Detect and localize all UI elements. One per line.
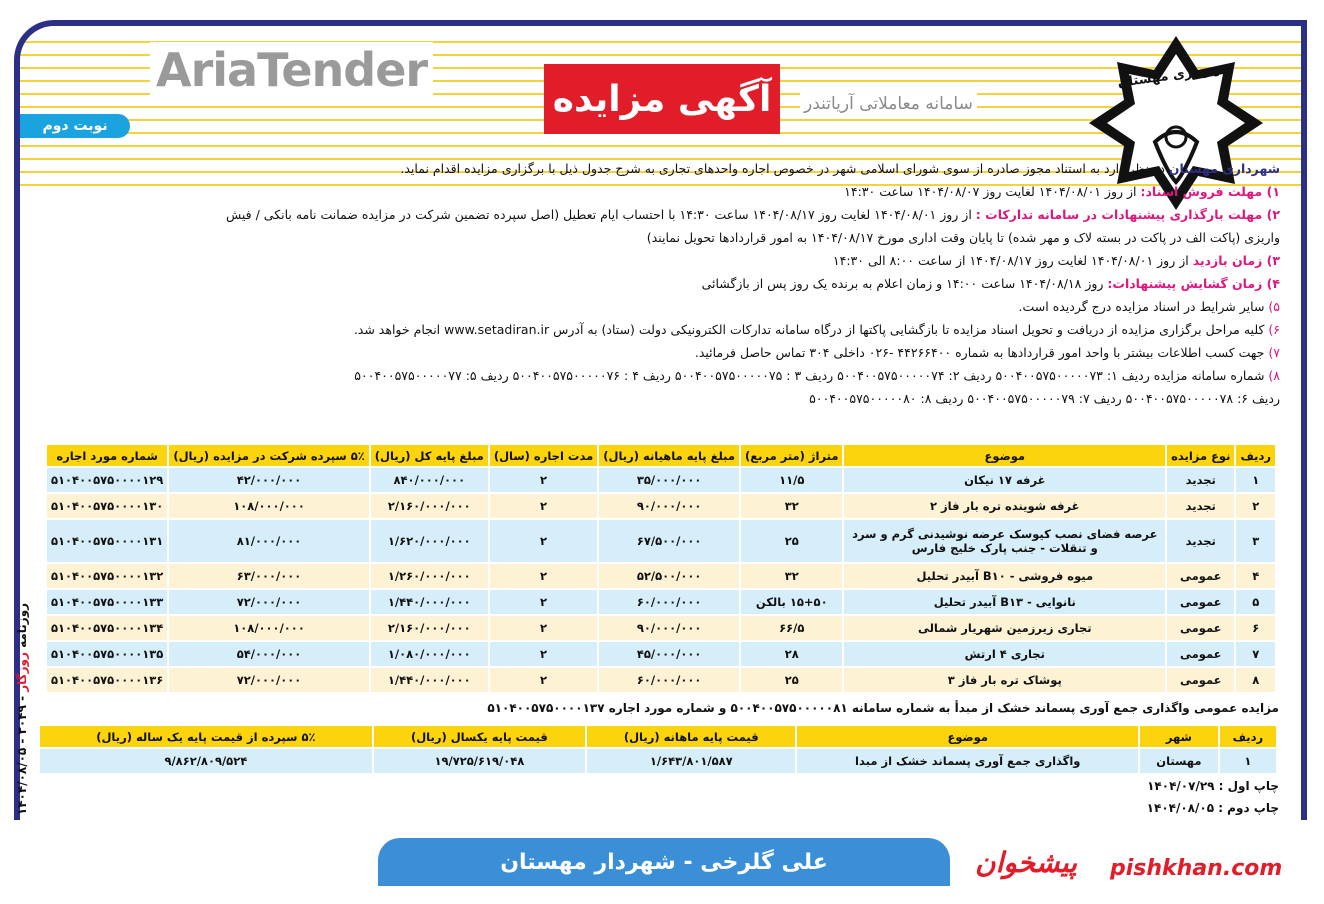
- item-2-cont: واریزی (پاکت الف در پاکت در بسته لاک و مهر شده) تا پایان وقت اداری مورخ ۱۴۰۴/۰۸/۱۷ به امور قراردادها تحویل نمایند): [646, 230, 1280, 245]
- table-cell: ۲: [490, 468, 597, 492]
- table-cell: ۸: [1236, 668, 1275, 692]
- table-cell: ۱۰۸/۰۰۰/۰۰۰: [169, 494, 368, 518]
- table-cell: ۲: [1236, 494, 1275, 518]
- auction-table: [45, 443, 1277, 694]
- column-header: ردیف: [1220, 726, 1276, 747]
- column-header: ردیف: [1236, 445, 1275, 466]
- table-cell: ۴۲/۰۰۰/۰۰۰: [169, 468, 368, 492]
- table-cell: تجدید: [1167, 468, 1234, 492]
- table-cell: ۵۱۰۴۰۰۵۷۵۰۰۰۰۱۲۹: [47, 468, 167, 492]
- table-cell: تجدید: [1167, 520, 1234, 562]
- table-cell: ۵۱۰۴۰۰۵۷۵۰۰۰۰۱۳۵: [47, 642, 167, 666]
- table-cell: ۲۸: [741, 642, 842, 666]
- table-cell: ۸۴۰/۰۰۰/۰۰۰: [371, 468, 488, 492]
- table-cell: ۷۲/۰۰۰/۰۰۰: [169, 668, 368, 692]
- table-cell: ۵۲/۵۰۰/۰۰۰: [599, 564, 739, 588]
- item-8-cont: ردیف ۶: ۵۰۰۴۰۰۵۷۵۰۰۰۰۰۷۸ ردیف ۷: ۵۰۰۴۰۰۵۷۵۰۰۰۰۰۷۹ ردیف ۸: ۵۰۰۴۰۰۵۷۵۰۰۰۰۰۸۰: [809, 391, 1280, 406]
- column-header: موضوع: [844, 445, 1165, 466]
- page-title: آگهی مزایده: [544, 64, 780, 134]
- column-header: مبلغ پایه کل (ریال): [371, 445, 488, 466]
- org-name: شهرداری مهستان: [1168, 161, 1280, 176]
- column-header: مبلغ پایه ماهیانه (ریال): [599, 445, 739, 466]
- column-header: قیمت پایه ماهانه (ریال): [587, 726, 795, 747]
- table-cell: ۷۲/۰۰۰/۰۰۰: [169, 590, 368, 614]
- table-cell: غرفه شوینده تره بار فاز ۲: [844, 494, 1165, 518]
- column-header: متراژ (متر مربع): [741, 445, 842, 466]
- table-cell: میوه فروشی - B۱۰ آبیدر تحلیل: [844, 564, 1165, 588]
- table-row: [47, 468, 1275, 492]
- table-cell: ۴۵/۰۰۰/۰۰۰: [599, 642, 739, 666]
- item-4: ۴) زمان گشایش پیشنهادات: روز ۱۴۰۴/۰۸/۱۸ ساعت ۱۴:۰۰ و زمان اعلام به برنده یک روز پس از بازگشائی: [701, 276, 1280, 291]
- table-cell: ۷: [1236, 642, 1275, 666]
- table-cell: عرصه فضای نصب کیوسک عرضه نوشیدنی گرم و سرد و تنقلات - جنب پارک خلیج فارس: [844, 520, 1165, 562]
- ad-body: [50, 157, 1280, 410]
- table-cell: ۱۹/۷۲۵/۶۱۹/۰۴۸: [374, 749, 585, 773]
- column-header: قیمت پایه یکسال (ریال): [374, 726, 585, 747]
- table-row: [47, 494, 1275, 518]
- item-7: ۷) جهت کسب اطلاعات بیشتر با واحد امور قراردادها به شماره ۴۴۲۶۶۴۰۰ -۰۲۶ داخلی ۳۰۴ تماس حاصل فرمائید.: [694, 345, 1280, 360]
- table-cell: ۶: [1236, 616, 1275, 640]
- table-cell: ۵۱۰۴۰۰۵۷۵۰۰۰۰۱۳۶: [47, 668, 167, 692]
- column-header: نوع مزایده: [1167, 445, 1234, 466]
- table-cell: عمومی: [1167, 564, 1234, 588]
- pishkhan-watermark-url: pishkhan.com: [1110, 856, 1283, 881]
- table-cell: مهستان: [1140, 749, 1218, 773]
- table-cell: نانوایی - B۱۳ آبیدر تحلیل: [844, 590, 1165, 614]
- table-cell: ۱: [1236, 468, 1275, 492]
- table-cell: ۵۴/۰۰۰/۰۰۰: [169, 642, 368, 666]
- table-cell: ۸۱/۰۰۰/۰۰۰: [169, 520, 368, 562]
- column-header: مدت اجاره (سال): [490, 445, 597, 466]
- table-cell: ۲: [490, 520, 597, 562]
- column-header: شهر: [1140, 726, 1218, 747]
- table-cell: ۹۰/۰۰۰/۰۰۰: [599, 616, 739, 640]
- item-8: ۸) شماره سامانه مزایده ردیف ۱: ۵۰۰۴۰۰۵۷۵۰۰۰۰۰۷۳ ردیف ۲: ۵۰۰۴۰۰۵۷۵۰۰۰۰۰۷۴ ردیف ۳ : ۵۰۰۴۰۰۵۷۵۰۰۰۰۰۷۵ ردیف ۴ : ۵۰۰۴۰۰۵۷۵۰۰۰۰۰۷۶ ردیف ۵: ۵۰۰۴۰۰۵۷۵۰۰۰۰۰۷۷: [354, 368, 1280, 383]
- column-header: ۵٪ سپرده شرکت در مزایده (ریال): [169, 445, 368, 466]
- item-5: ۵) سایر شرایط در اسناد مزایده درج گردیده است.: [1018, 299, 1280, 314]
- table-row: [40, 749, 1276, 773]
- table-cell: ۵: [1236, 590, 1275, 614]
- intro-text: در نظر دارد به استناد مجوز صادره از سوی شورای اسلامی شهر در خصوص اجاره واحدهای تجاری به شرح جدول ذیل با برگزاری مزایده اقدام نماید.: [400, 161, 1169, 176]
- table-cell: عمومی: [1167, 668, 1234, 692]
- table-row: [47, 642, 1275, 666]
- table-cell: ۱/۴۴۰/۰۰۰/۰۰۰: [371, 590, 488, 614]
- table-cell: ۲/۱۶۰/۰۰۰/۰۰۰: [371, 494, 488, 518]
- pishkhan-watermark: پیشخوان: [975, 846, 1078, 879]
- table-cell: ۲۵: [741, 520, 842, 562]
- table-cell: ۱۰۸/۰۰۰/۰۰۰: [169, 616, 368, 640]
- intro-paragraph: [270, 157, 1280, 180]
- item-3: ۳) زمان بازدید از روز ۱۴۰۴/۰۸/۰۱ لغایت روز ۱۴۰۴/۰۸/۱۷ از ساعت ۸:۰۰ الی ۱۴:۳۰: [832, 253, 1280, 268]
- table-cell: عمومی: [1167, 616, 1234, 640]
- table-cell: ۲: [490, 668, 597, 692]
- first-print-date: چاپ اول : ۱۴۰۴/۰۷/۲۹: [1147, 779, 1279, 793]
- column-header: ۵٪ سپرده از قیمت پایه یک ساله (ریال): [40, 726, 372, 747]
- table-cell: ۲: [490, 642, 597, 666]
- signature-banner: علی گلرخی - شهردار مهستان: [378, 838, 950, 886]
- table-cell: ۶۰/۰۰۰/۰۰۰: [599, 668, 739, 692]
- item-1: ۱) مهلت فروش اسناد: از روز ۱۴۰۴/۰۸/۰۱ لغایت روز ۱۴۰۴/۰۸/۰۷ ساعت ۱۴:۳۰: [844, 184, 1280, 199]
- table-cell: ۱/۴۴۰/۰۰۰/۰۰۰: [371, 668, 488, 692]
- table-cell: ۶۰/۰۰۰/۰۰۰: [599, 590, 739, 614]
- table-cell: ۵۱۰۴۰۰۵۷۵۰۰۰۰۱۳۳: [47, 590, 167, 614]
- round-badge: نوبت دوم: [20, 114, 130, 138]
- table-cell: ۲: [490, 616, 597, 640]
- table-cell: تجاری زیرزمین شهریار شمالی: [844, 616, 1165, 640]
- column-header: شماره مورد اجاره: [47, 445, 167, 466]
- table-cell: ۱/۶۴۳/۸۰۱/۵۸۷: [587, 749, 795, 773]
- table-row: [47, 668, 1275, 692]
- table-cell: واگذاری جمع آوری پسماند خشک از مبدا: [797, 749, 1138, 773]
- table-cell: ۱: [1220, 749, 1276, 773]
- ariatender-watermark-fa: سامانه معاملاتی آریاتندر: [800, 92, 977, 116]
- table-cell: غرفه ۱۷ نیکان: [844, 468, 1165, 492]
- table-cell: ۱/۶۲۰/۰۰۰/۰۰۰: [371, 520, 488, 562]
- table-cell: ۳۲: [741, 494, 842, 518]
- table-cell: تجدید: [1167, 494, 1234, 518]
- item-2: ۲) مهلت بارگذاری پیشنهادات در سامانه تدارکات : از روز ۱۴۰۴/۰۸/۰۱ لغایت روز ۱۴۰۴/۰۸/۱۷ ساعت ۱۴:۳۰ با احتساب ایام تعطیل (اصل سپرده تضمین شرکت در مزایده ضمانت نامه بانکی / فیش: [225, 207, 1280, 222]
- logo-text: شهرداری مهستان: [1116, 60, 1234, 91]
- table-cell: ۱/۲۶۰/۰۰۰/۰۰۰: [371, 564, 488, 588]
- table-cell: ۹/۸۶۲/۸۰۹/۵۲۴: [40, 749, 372, 773]
- table-cell: ۵۱۰۴۰۰۵۷۵۰۰۰۰۱۳۲: [47, 564, 167, 588]
- table-cell: ۹۰/۰۰۰/۰۰۰: [599, 494, 739, 518]
- table-cell: ۲۵: [741, 668, 842, 692]
- table-cell: ۶۷/۵۰۰/۰۰۰: [599, 520, 739, 562]
- table-cell: ۲: [490, 494, 597, 518]
- newspaper-credit: روزنامه روزگار - ۳۰۴۹ - ۱۴۰۴/۰۸/۰۵: [15, 602, 29, 816]
- table-cell: ۲: [490, 564, 597, 588]
- table-row: [47, 590, 1275, 614]
- column-header: موضوع: [797, 726, 1138, 747]
- table-cell: ۳: [1236, 520, 1275, 562]
- table-cell: ۵۱۰۴۰۰۵۷۵۰۰۰۰۱۳۱: [47, 520, 167, 562]
- table-cell: ۳۵/۰۰۰/۰۰۰: [599, 468, 739, 492]
- item-6: ۶) کلیه مراحل برگزاری مزایده از دریافت و تحویل اسناد مزایده تا بازگشایی پاکتها از درگاه سامانه تدارکات الکترونیکی دولت (ستاد) به آدرس www.setadiran.ir انجام خواهد شد.: [353, 322, 1280, 337]
- table-cell: عمومی: [1167, 642, 1234, 666]
- table-cell: ۱۱/۵: [741, 468, 842, 492]
- table-cell: ۱۵+۵۰ بالکن: [741, 590, 842, 614]
- table-row: [47, 564, 1275, 588]
- ariatender-watermark: AriaTender: [150, 42, 433, 98]
- table-cell: ۶۶/۵: [741, 616, 842, 640]
- table-cell: ۵۱۰۴۰۰۵۷۵۰۰۰۰۱۳۴: [47, 616, 167, 640]
- waste-auction-table: [38, 724, 1278, 775]
- table-cell: ۴: [1236, 564, 1275, 588]
- table-cell: ۱/۰۸۰/۰۰۰/۰۰۰: [371, 642, 488, 666]
- table-cell: تجاری ۴ ارتش: [844, 642, 1165, 666]
- table-cell: پوشاک تره بار فاز ۳: [844, 668, 1165, 692]
- waste-auction-note: مزایده عمومی واگذاری جمع آوری پسماند خشک از مبدأ به شماره سامانه ۵۰۰۴۰۰۵۷۵۰۰۰۰۰۸۱ و شماره مورد اجاره ۵۱۰۴۰۰۵۷۵۰۰۰۰۱۳۷: [487, 701, 1279, 715]
- table-cell: ۵۱۰۴۰۰۵۷۵۰۰۰۰۱۳۰: [47, 494, 167, 518]
- table-cell: عمومی: [1167, 590, 1234, 614]
- table-cell: ۳۲: [741, 564, 842, 588]
- table-row: [47, 520, 1275, 562]
- table-cell: ۲: [490, 590, 597, 614]
- table-cell: ۲/۱۶۰/۰۰۰/۰۰۰: [371, 616, 488, 640]
- second-print-date: چاپ دوم : ۱۴۰۴/۰۸/۰۵: [1146, 801, 1279, 815]
- table-cell: ۶۳/۰۰۰/۰۰۰: [169, 564, 368, 588]
- table-row: [47, 616, 1275, 640]
